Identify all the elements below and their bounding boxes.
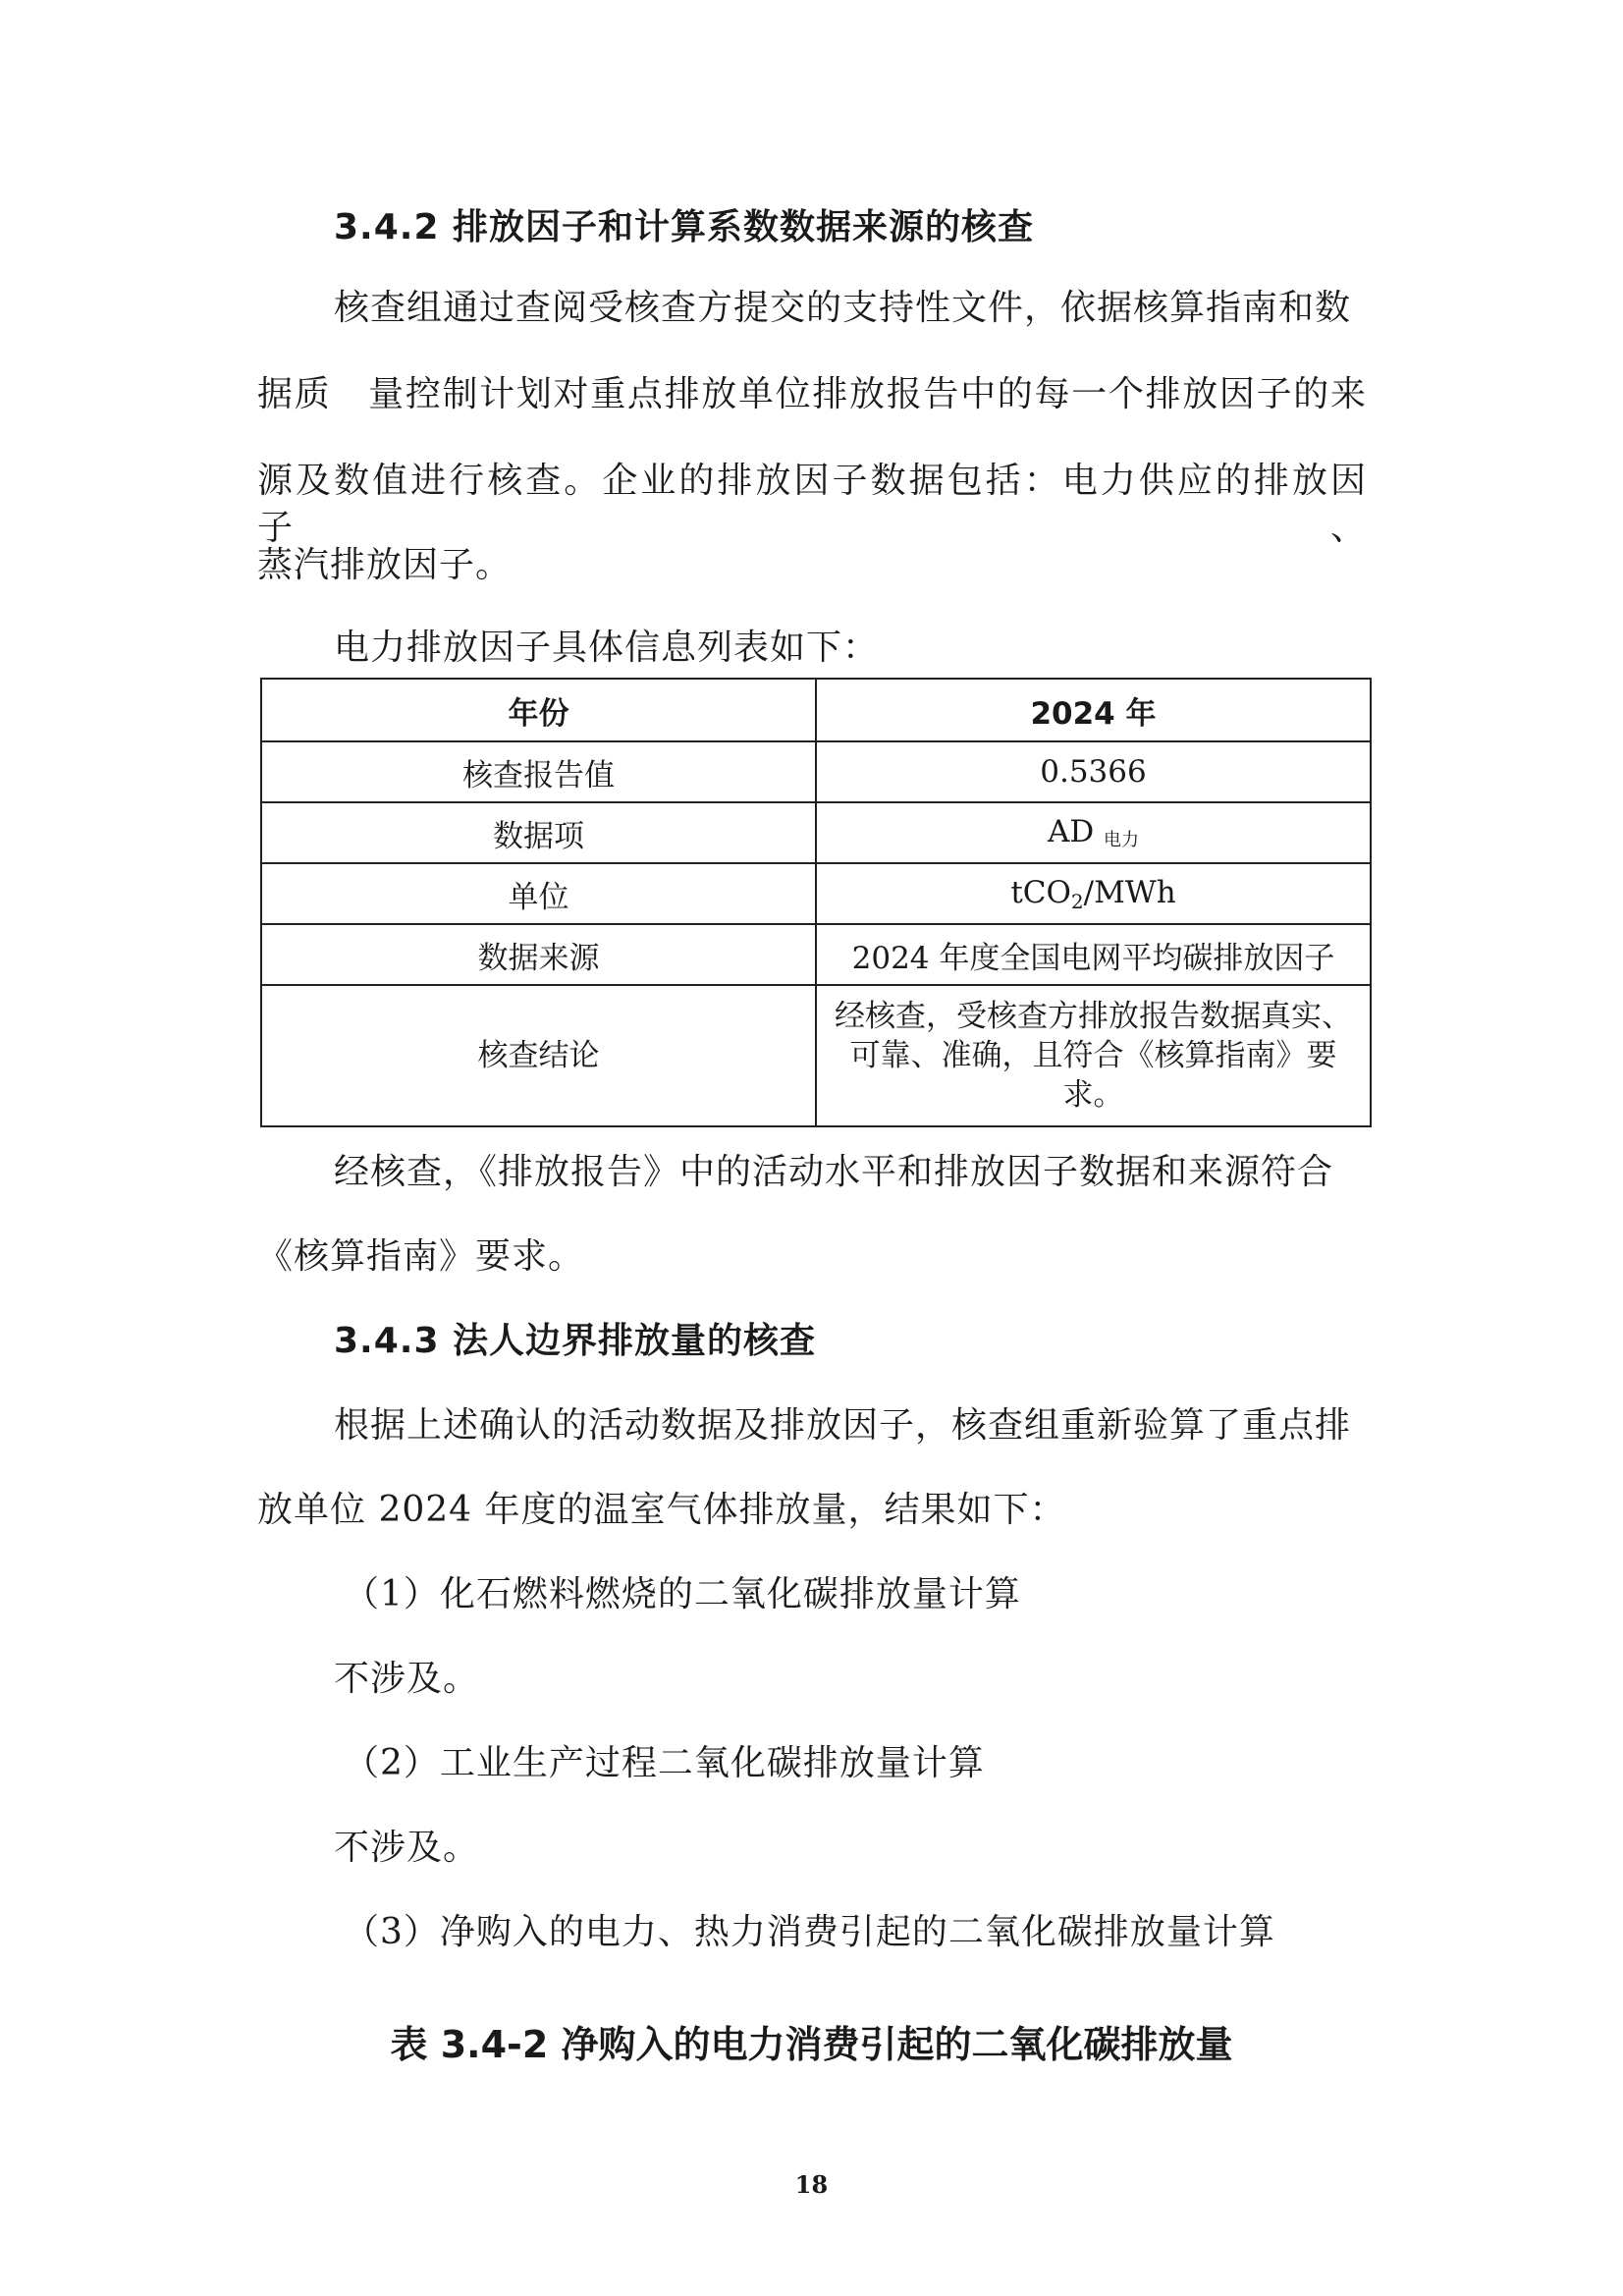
paragraph-line: 蒸汽排放因子。: [257, 545, 513, 585]
paragraph-line: 根据上述确认的活动数据及排放因子，核查组重新验算了重点排: [334, 1405, 1352, 1446]
table-row: [261, 741, 1371, 802]
table-intro: 电力排放因子具体信息列表如下：: [334, 628, 880, 668]
paragraph-line: 放单位 2024 年度的温室气体排放量，结果如下：: [257, 1490, 1066, 1530]
section-heading-342: 3.4.2 排放因子和计算系数数据来源的核查: [334, 207, 1035, 247]
table-cell-label: 核查报告值: [261, 741, 816, 802]
table-cell-value: 0.5366: [816, 741, 1371, 802]
page-number: 18: [794, 2170, 829, 2199]
table-cell-label: 数据来源: [261, 924, 816, 985]
list-item-result: 不涉及。: [334, 1828, 480, 1868]
emission-factor-table: [260, 678, 1372, 1127]
data-item-subscript: 电力: [1104, 830, 1140, 850]
table-header-cell: 2024 年: [816, 679, 1371, 741]
paragraph-line: 源及数值进行核查。企业的排放因子数据包括：电力供应的排放因子、: [257, 461, 1367, 548]
unit-subscript: 2: [1070, 889, 1084, 913]
list-item: （2）工业生产过程二氧化碳排放量计算: [344, 1743, 985, 1783]
list-item-result: 不涉及。: [334, 1659, 480, 1699]
paragraph-line: 核查组通过查阅受核查方提交的支持性文件，依据核算指南和数: [334, 288, 1352, 328]
table-row: [261, 802, 1371, 863]
data-item-symbol: AD: [1047, 814, 1095, 849]
table-cell-label: 数据项: [261, 802, 816, 863]
table-cell-value: [816, 985, 1371, 1126]
conclusion-line: 可靠、准确，且符合《核算指南》要: [849, 1038, 1337, 1073]
paragraph-line: 《核算指南》要求。: [257, 1236, 585, 1277]
paragraph-line: 经核查，《排放报告》中的活动水平和排放因子数据和来源符合: [334, 1152, 1334, 1192]
conclusion-line: 求。: [1062, 1077, 1124, 1113]
table-header-cell: 年份: [261, 679, 816, 741]
table-caption: 表 3.4-2 净购入的电力消费引起的二氧化碳排放量: [390, 2023, 1233, 2066]
list-item: （3）净购入的电力、热力消费引起的二氧化碳排放量计算: [344, 1912, 1275, 1952]
table-row: [261, 985, 1371, 1126]
table-header-row: [261, 679, 1371, 741]
list-item: （1）化石燃料燃烧的二氧化碳排放量计算: [344, 1574, 1021, 1614]
table-cell-label: 核查结论: [261, 985, 816, 1126]
table-cell-value: 2024 年度全国电网平均碳排放因子: [816, 924, 1371, 985]
unit-part: /MWh: [1083, 874, 1176, 910]
table-row: [261, 924, 1371, 985]
conclusion-line: 经核查，受核查方排放报告数据真实、: [835, 999, 1352, 1034]
table-cell-value: [816, 802, 1371, 863]
table-row: [261, 863, 1371, 924]
table-cell-value: [816, 863, 1371, 924]
paragraph-line: 据质 量控制计划对重点排放单位排放报告中的每一个排放因子的来: [257, 374, 1367, 414]
table-cell-label: 单位: [261, 863, 816, 924]
unit-part: tCO: [1010, 874, 1071, 910]
section-heading-343: 3.4.3 法人边界排放量的核查: [334, 1321, 817, 1361]
